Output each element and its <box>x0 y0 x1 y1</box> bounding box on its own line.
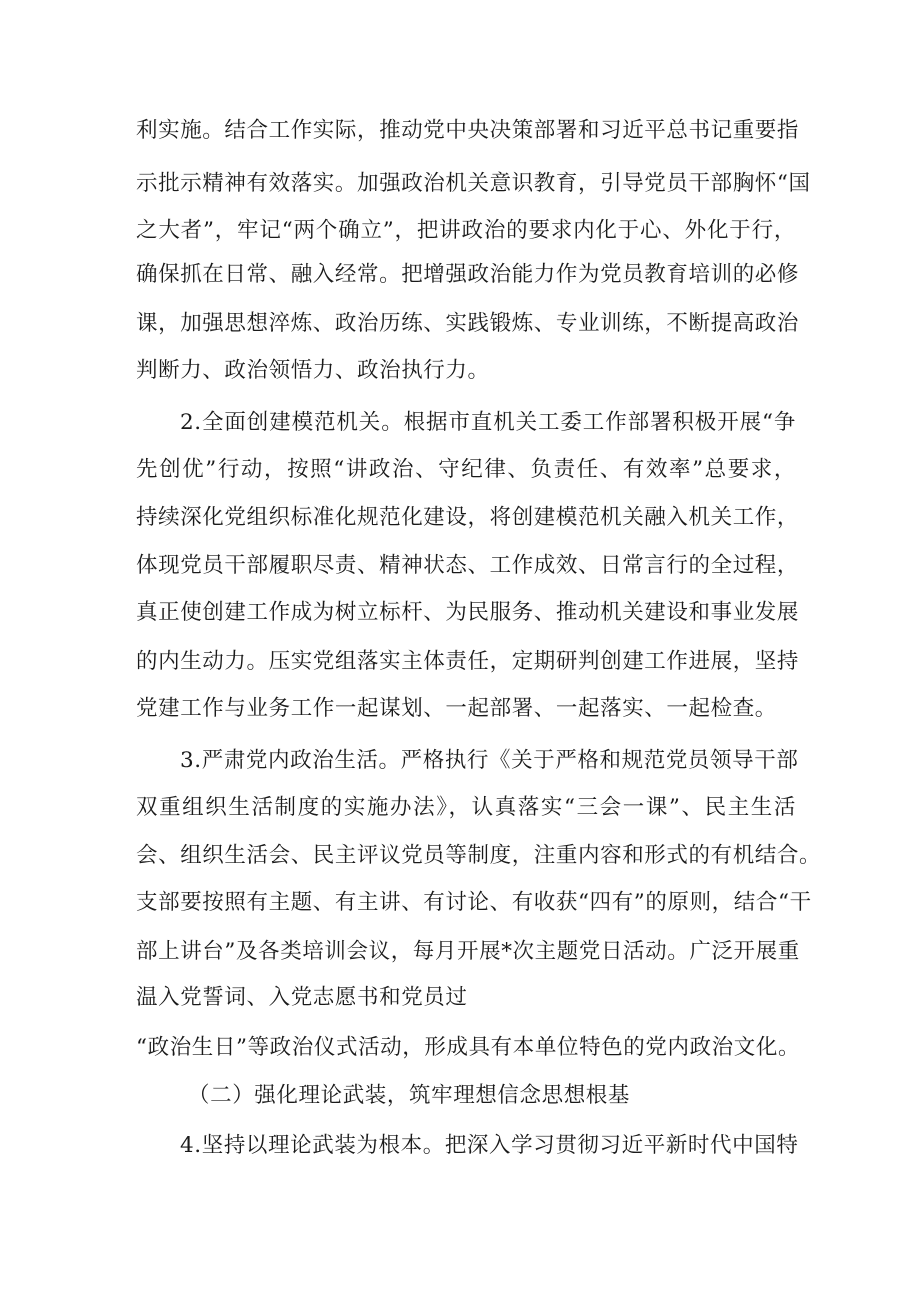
paragraph-2-start: 2.全面创建模范机关。根据市直机关工委工作部署积极开展“争 <box>180 410 796 435</box>
text-line: 持续深化党组织标准化规范化建设，将创建模范机关融入机关工作， <box>136 505 800 530</box>
text-line: 会、组织生活会、民主评议党员等制度，注重内容和形式的有机结合。 <box>136 843 822 868</box>
text-line: 的内生动力。压实党组落实主体责任，定期研判创建工作进展，坚持 <box>136 649 800 674</box>
text-line: 支部要按照有主题、有主讲、有讨论、有收获“四有”的原则，结合“干 <box>136 890 812 915</box>
text-line: 先创优”行动，按照“讲政治、守纪律、负责任、有效率”总要求， <box>136 457 796 482</box>
text-line: 之大者”，牢记“两个确立”，把讲政治的要求内化于心、外化于行， <box>136 218 796 243</box>
text-line: 判断力、政治领悟力、政治执行力。 <box>136 358 490 383</box>
text-line: 温入党誓词、入党志愿书和党员过 <box>136 985 468 1010</box>
section-heading: （二）强化理论武装，筑牢理想信念思想根基 <box>188 1083 631 1108</box>
paragraph-3-start: 3.严肃党内政治生活。严格执行《关于严格和规范党员领导干部 <box>180 748 799 773</box>
text-line: 真正使创建工作成为树立标杆、为民服务、推动机关建设和事业发展 <box>136 600 800 625</box>
text-line: 利实施。结合工作实际，推动党中央决策部署和习近平总书记重要指 <box>136 118 800 143</box>
text-line: “政治生日”等政治仪式活动，形成具有本单位特色的党内政治文化。 <box>136 1035 801 1060</box>
text-line: 示批示精神有效落实。加强政治机关意识教育，引导党员干部胸怀“国 <box>136 171 811 196</box>
text-line: 部上讲台”及各类培训会议，每月开展*次主题党日活动。广泛开展重 <box>136 939 800 964</box>
text-line: 党建工作与业务工作一起谋划、一起部署、一起落实、一起检查。 <box>136 696 777 721</box>
text-line: 确保抓在日常、融入经常。把增强政治能力作为党员教育培训的必修 <box>136 262 800 287</box>
text-line: 课，加强思想淬炼、政治历练、实践锻炼、专业训练，不断提高政治 <box>136 311 800 336</box>
paragraph-4-start: 4.坚持以理论武装为根本。把深入学习贯彻习近平新时代中国特 <box>180 1133 799 1158</box>
text-line: 体现党员干部履职尽责、精神状态、工作成效、日常言行的全过程， <box>136 553 800 578</box>
text-line: 双重组织生活制度的实施办法》，认真落实“三会一课”、民主生活 <box>136 795 796 820</box>
